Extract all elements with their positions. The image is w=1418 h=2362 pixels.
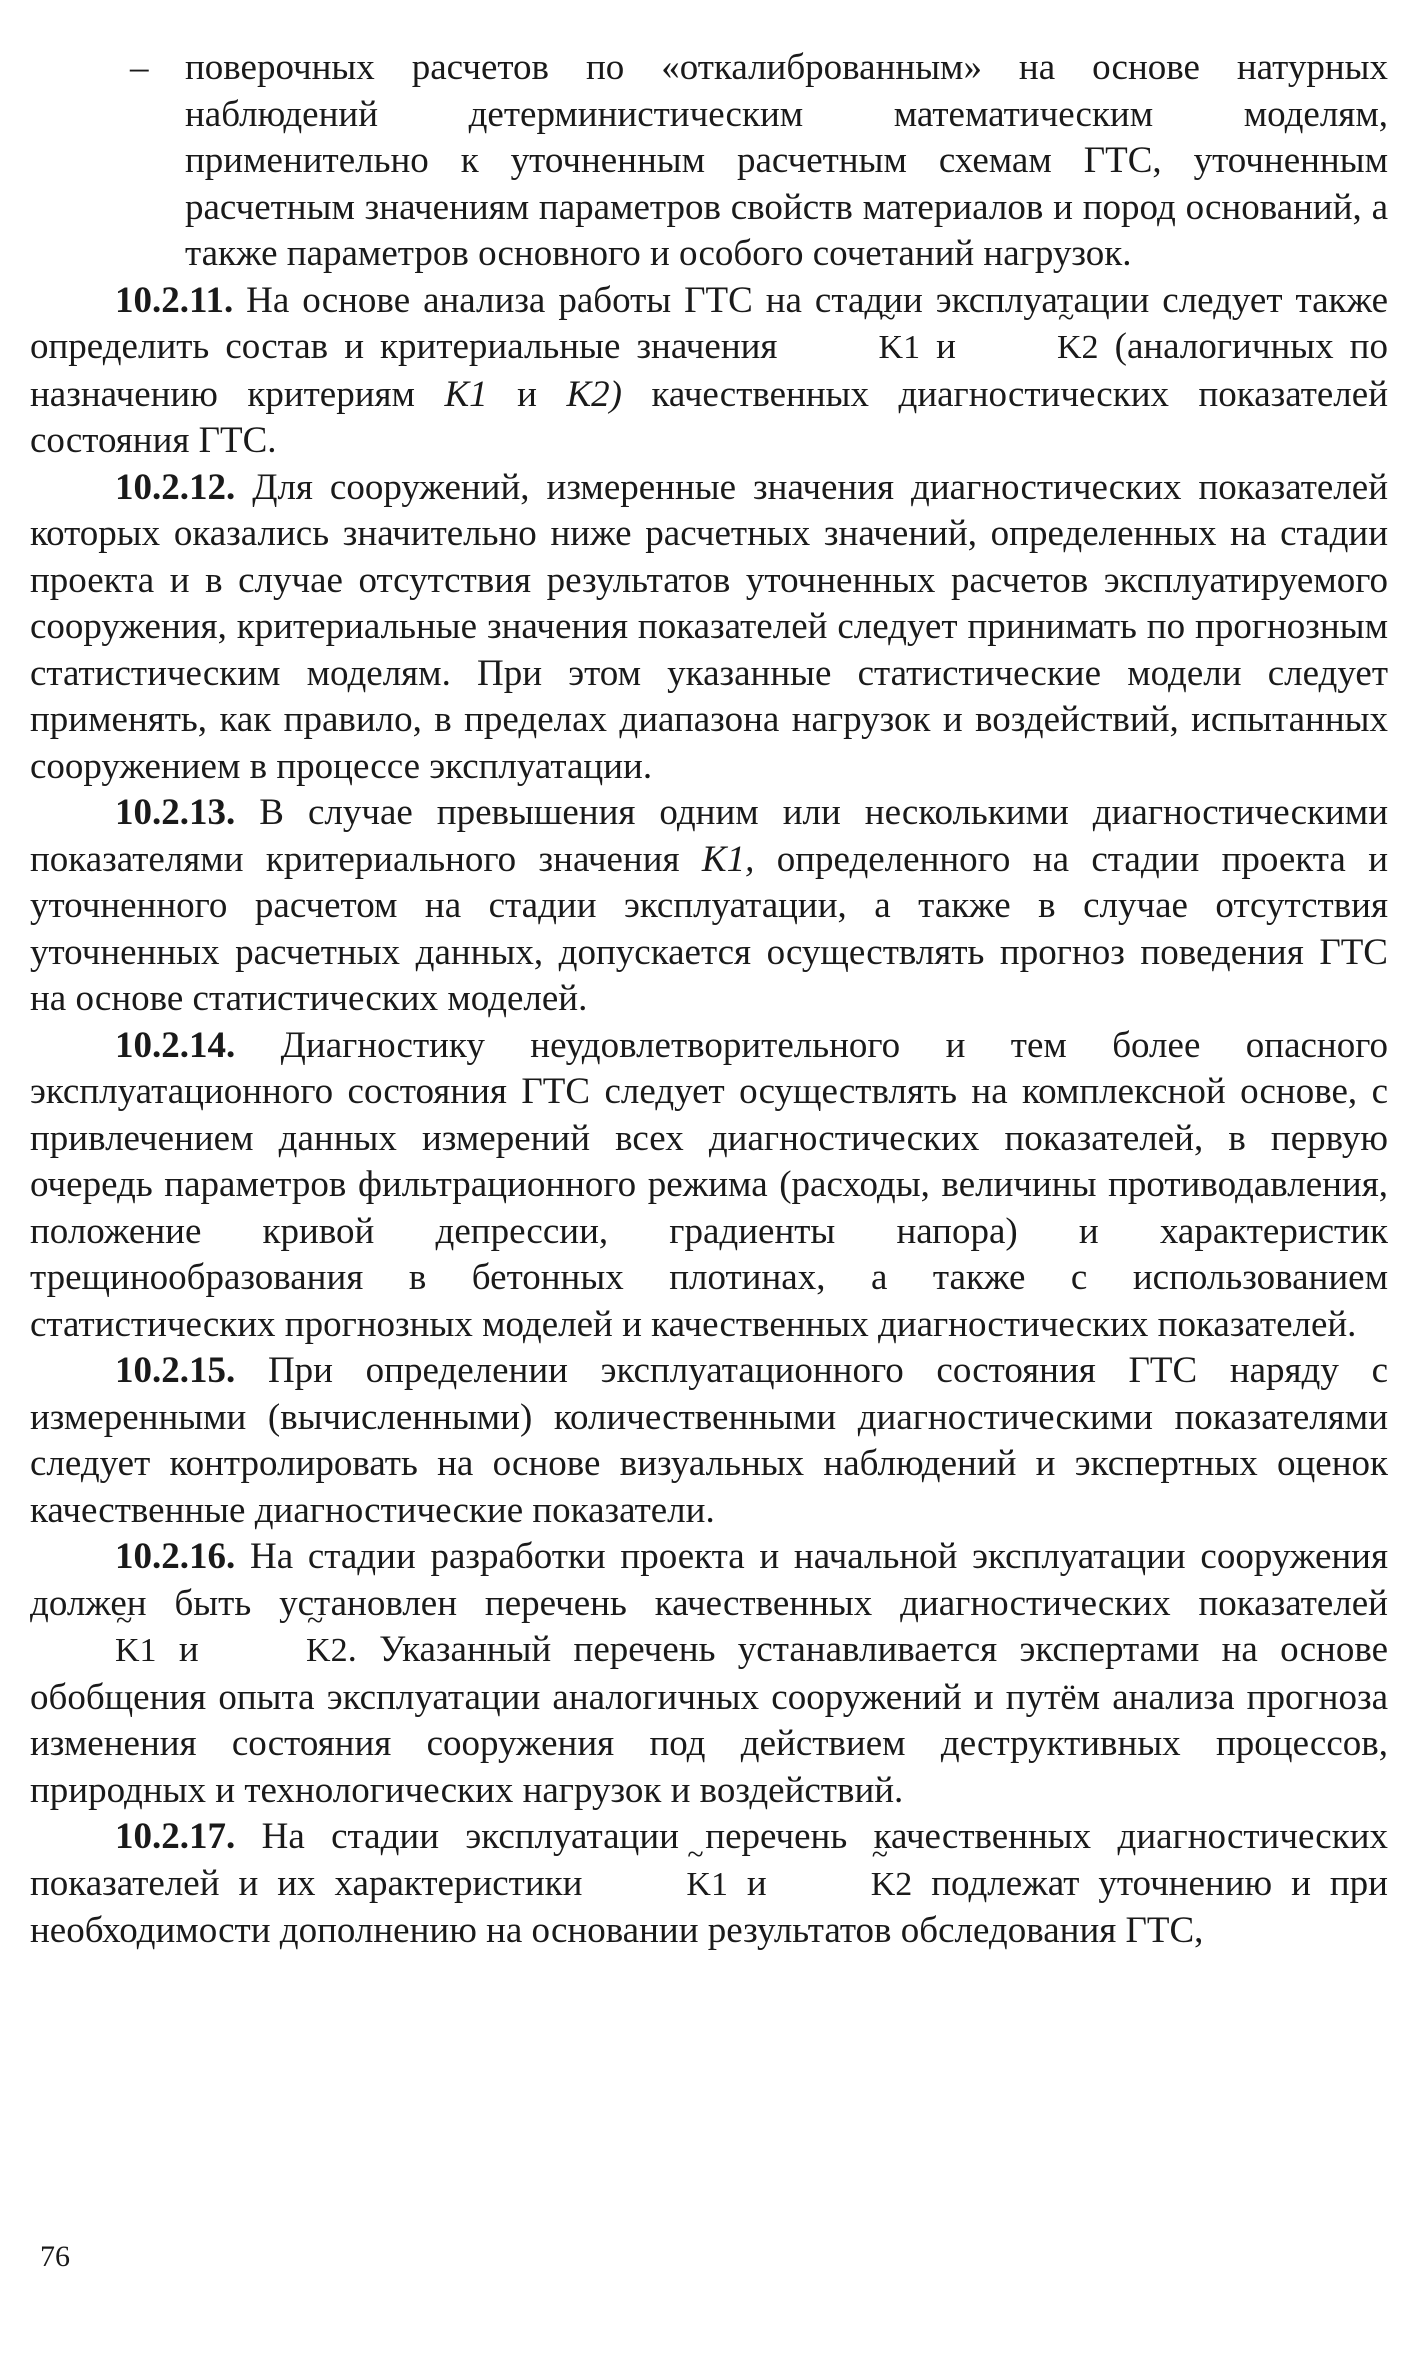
document-page	[30, 45, 1388, 2325]
paragraph-text: Диагностику неудовлетворительного и тем более опасного эксплуатационного состояния ГТС следует осуществлять на комплексной основе, с привлечением данных измерений всех диагностических показателей, в первую очередь параметров фильтрационного режима (расходы, величины противодавления, положение кривой депрессии, градиенты напора) и характеристик трещинообразования в бетонных плотинах, а также с использованием статистических прогнозных моделей и качественных диагностических показателей.	[30, 1024, 1388, 1345]
section-number: 10.2.16.	[115, 1536, 236, 1577]
criterion-k1: K1	[444, 373, 488, 415]
paragraph-text: . Указанный перечень устанавливается экспертами на основе обобщения опыта эксплуатации аналогичных сооружений и путём анализа прогноза изменения состояния сооружения под действием деструктивных процессов, природных и технологических нагрузок и воздействий.	[30, 1629, 1388, 1811]
paragraph-text: качественных диагностических показателей состояния ГТС.	[30, 373, 1388, 461]
paragraph-text: На основе анализа работы ГТС на стадии эксплуатации следует также определить состав и критериальные значения	[30, 279, 1388, 367]
section-number: 10.2.14.	[115, 1024, 236, 1066]
page-number: 76	[40, 2240, 70, 2273]
paragraph-list-item	[30, 45, 1388, 278]
paragraph-text: При определении эксплуатационного состояния ГТС наряду с измеренными (вычисленными) количественными диагностическими показателями следует контролировать на основе визуальных наблюдений и экспертных оценок качественные диагностические показатели.	[30, 1350, 1388, 1531]
paragraph-text: поверочных расчетов по «откалиброванным» на основе натурных наблюдений детерминистическим математическим моделям, применительно к уточненным расчетным схемам ГТС, уточненным расчетным значениям параметров свойств материалов и пород оснований, а также параметров основного и особого сочетаний нагрузок.	[185, 47, 1388, 274]
paragraph-text: В случае превышения одним или несколькими диагностическими показателями критериального значения	[30, 792, 1388, 880]
paragraph-text: определенного на стадии проекта и уточненного расчетом на стадии эксплуатации, а также в случае отсутствия уточненных расчетных данных, допускается осуществлять прогноз поведения ГТС на основе статистических моделей.	[30, 838, 1388, 1019]
k1-tilde-symbol: ~ K1	[794, 325, 921, 372]
paragraph-text: и	[487, 373, 567, 415]
section-number: 10.2.12.	[115, 466, 236, 508]
dash-bullet: –	[130, 47, 149, 88]
k2-tilde-symbol: ~ K2	[972, 325, 1099, 372]
paragraph-text: На стадии разработки проекта и начальной эксплуатации сооружения должен быть установлен перечень качественных диагностических показателей	[30, 1536, 1388, 1624]
paragraph-text: На стадии эксплуатации перечень качественных диагностических показателей и их характеристики	[30, 1816, 1388, 1904]
paragraph-10-2-15	[30, 1348, 1388, 1534]
section-number: 10.2.17.	[115, 1816, 236, 1857]
paragraph-text: и	[920, 326, 972, 367]
k2-tilde-symbol: ~ K2	[786, 1862, 913, 1909]
k2-tilde-symbol: ~ K2	[221, 1628, 348, 1675]
paragraph-text: и	[727, 1862, 786, 1904]
paragraph-10-2-11	[30, 278, 1388, 465]
section-number: 10.2.13.	[115, 792, 236, 833]
paragraph-10-2-17	[30, 1814, 1388, 1955]
k1-tilde-symbol: ~ K1	[30, 1628, 157, 1675]
paragraph-10-2-13	[30, 790, 1388, 1023]
paragraph-text: подлежат уточнению и при необходимости дополнению на основании результатов обследования ГТС,	[30, 1862, 1388, 1951]
paragraph-text: (аналогичных по назначению критериям	[30, 326, 1388, 415]
paragraph-10-2-12	[30, 465, 1388, 791]
section-number: 10.2.11.	[115, 279, 234, 321]
criterion-k1: K1,	[701, 838, 755, 880]
criterion-k2: K2)	[566, 373, 622, 415]
paragraph-10-2-14	[30, 1023, 1388, 1349]
paragraph-10-2-16	[30, 1534, 1388, 1814]
paragraph-text: и	[156, 1629, 222, 1670]
section-number: 10.2.15.	[115, 1350, 236, 1391]
k1-tilde-symbol: ~ K1	[601, 1862, 728, 1909]
paragraph-text: Для сооружений, измеренные значения диагностических показателей которых оказались значительно ниже расчетных значений, определенных на стадии проекта и в случае отсутствия результатов уточненных расчетов эксплуатируемого сооружения, критериальные значения показателей следует принимать по прогнозным статистическим моделям. При этом указанные статистические модели следует применять, как правило, в пределах диапазона нагрузок и воздействий, испытанных сооружением в процессе эксплуатации.	[30, 466, 1388, 787]
